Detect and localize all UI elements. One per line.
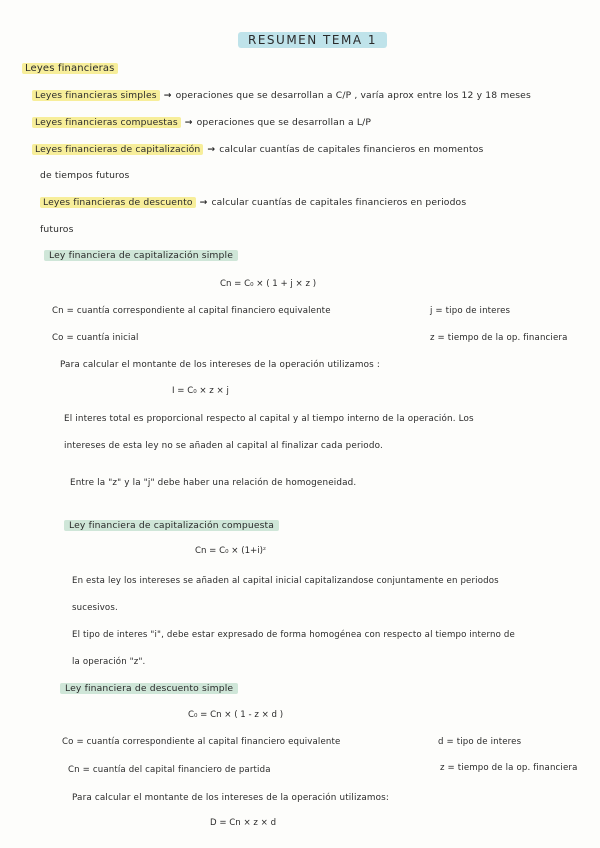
simple-disc-intro: Para calcular el montante de los intereses de la operación utilizamos: [72, 793, 389, 803]
law-term: Leyes financieras de capitalización [32, 144, 203, 155]
law-term: Leyes financieras simples [32, 90, 160, 101]
section-heading: Leyes financieras [22, 63, 118, 75]
law-desc: calcular cuantías de capitales financieros en periodos [211, 197, 467, 208]
compound-cap-p1b: sucesivos. [72, 603, 118, 613]
law-desc: operaciones que se desarrollan a C/P , varía aprox entre los 12 y 18 meses [175, 90, 531, 101]
compound-cap-formula: Cn = C₀ × (1+i)ᶻ [195, 546, 267, 556]
arrow-icon: → [184, 117, 193, 128]
simple-disc-heading: Ley financiera de descuento simple [60, 683, 238, 695]
def-co: Co = cuantía inicial [52, 333, 139, 343]
compound-cap-p2a: El tipo de interes "i", debe estar expresado de forma homogénea con respecto al tiempo interno de [72, 630, 515, 640]
simple-cap-formula: Cn = C₀ × ( 1 + j × z ) [220, 279, 317, 289]
simple-disc-formula: C₀ = Cn × ( 1 - z × d ) [188, 710, 284, 720]
def-cn: Cn = cuantía correspondiente al capital financiero equivalente [52, 306, 331, 316]
law-compound [32, 117, 371, 129]
disc-def-d: d = tipo de interes [438, 737, 522, 747]
simple-cap-interest-formula: I = C₀ × z × j [172, 386, 229, 396]
law-capitalization [32, 144, 483, 156]
law-simple [32, 90, 531, 102]
def-z: z = tiempo de la op. financiera [430, 333, 568, 343]
law-term: Leyes financieras de descuento [40, 197, 196, 208]
law-capitalization-cont: de tiempos futuros [40, 170, 130, 181]
compound-cap-p2b: la operación "z". [72, 657, 146, 667]
compound-cap-heading: Ley financiera de capitalización compuesta [64, 520, 279, 532]
arrow-icon: → [163, 90, 172, 101]
simple-cap-p1a: El interes total es proporcional respecto al capital y al tiempo interno de la operación. Los [64, 414, 474, 424]
law-desc: calcular cuantías de capitales financieros en momentos [219, 144, 484, 155]
simple-cap-p2: Entre la "z" y la "j" debe haber una relación de homogeneidad. [70, 478, 357, 488]
arrow-icon: → [199, 197, 208, 208]
page-title: RESUMEN TEMA 1 [238, 34, 387, 46]
def-j: j = tipo de interes [430, 306, 511, 316]
law-term: Leyes financieras compuestas [32, 117, 181, 128]
disc-def-co: Co = cuantía correspondiente al capital financiero equivalente [62, 737, 341, 747]
simple-disc-interest-formula: D = Cn × z × d [210, 818, 277, 828]
compound-cap-p1a: En esta ley los intereses se añaden al capital inicial capitalizandose conjuntamente en periodos [72, 576, 499, 586]
disc-def-cn: Cn = cuantía del capital financiero de partida [68, 765, 271, 775]
simple-cap-intro: Para calcular el montante de los intereses de la operación utilizamos : [60, 360, 380, 370]
simple-cap-p1b: intereses de esta ley no se añaden al capital al finalizar cada periodo. [64, 441, 383, 451]
arrow-icon: → [207, 144, 216, 155]
disc-def-z: z = tiempo de la op. financiera [440, 763, 578, 773]
law-discount-cont: futuros [40, 224, 74, 235]
law-desc: operaciones que se desarrollan a L/P [196, 117, 372, 128]
law-discount [40, 197, 466, 209]
simple-cap-heading: Ley financiera de capitalización simple [44, 250, 238, 262]
